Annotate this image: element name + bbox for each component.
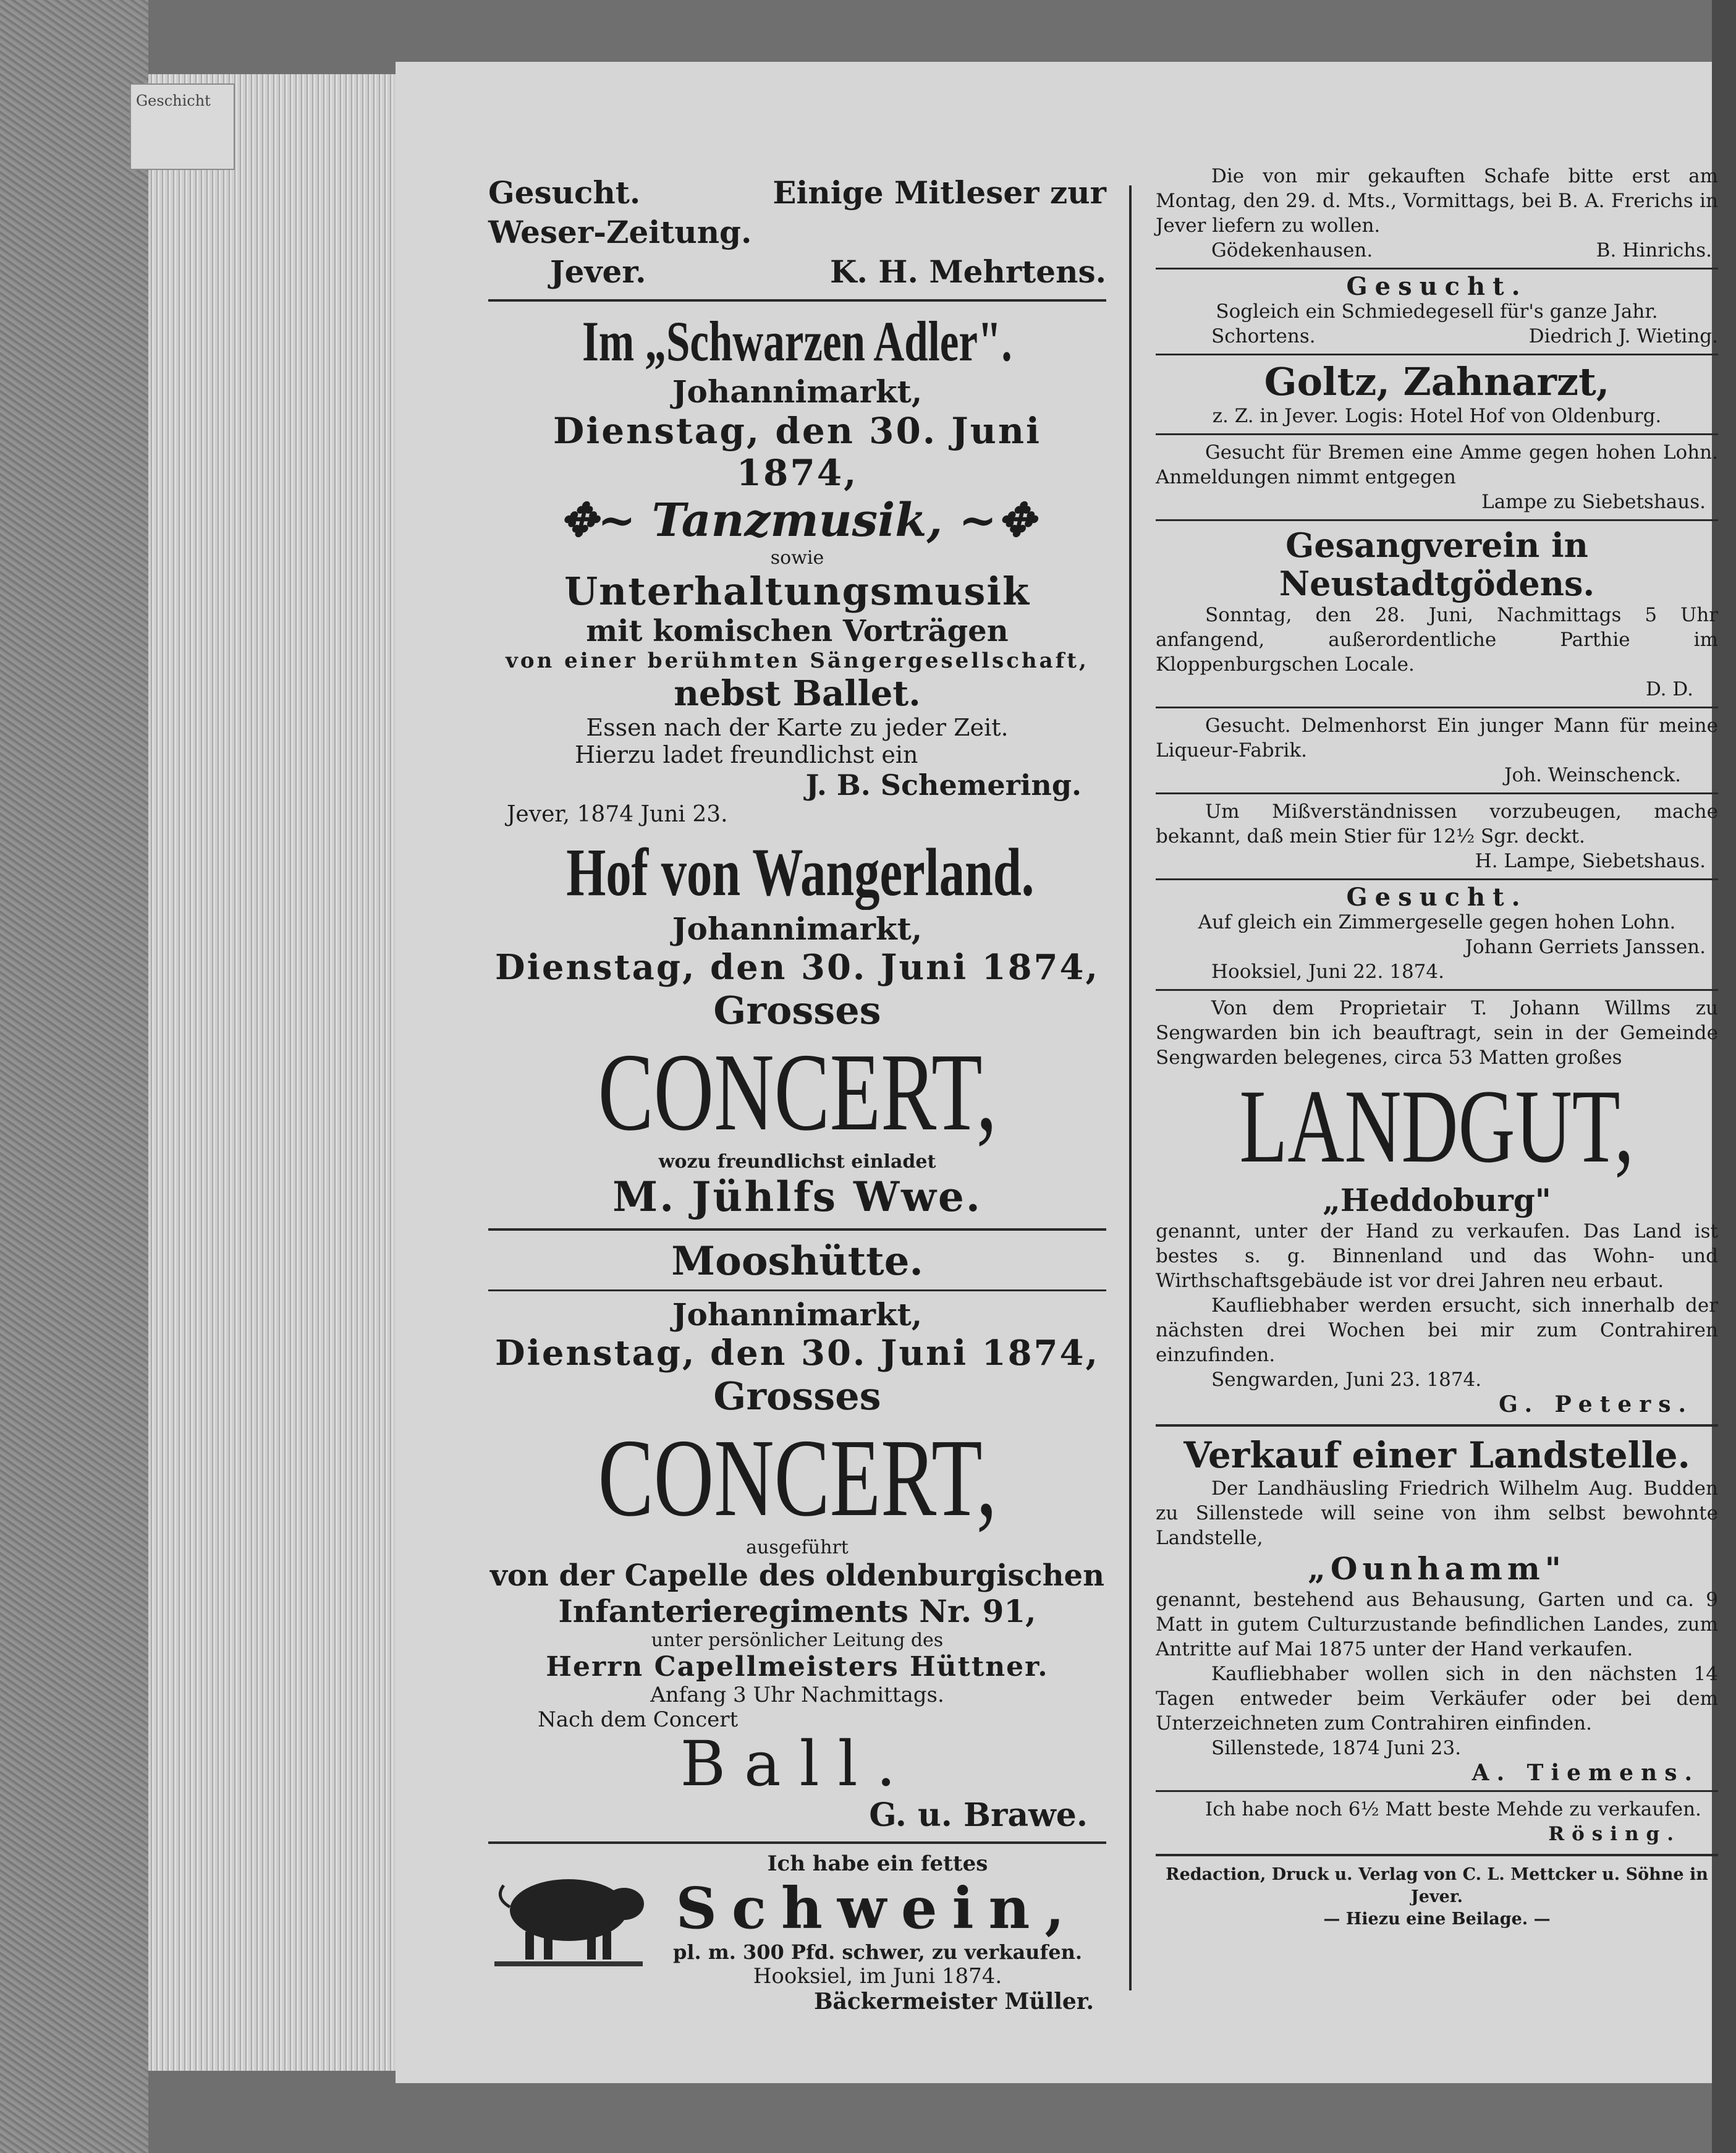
ad-text: Hierzu ladet freundlichst ein bbox=[575, 741, 918, 768]
ad-signature: M. Jühlfs Wwe. bbox=[612, 1173, 982, 1221]
divider bbox=[1156, 433, 1718, 435]
ad-text: Kaufliebhaber werden ersucht, sich innerhalb der nächsten drei Wochen bei mir zum Contrahiren einzufinden. bbox=[1156, 1294, 1718, 1366]
ad-date: Hooksiel, im Juni 1874. bbox=[753, 1964, 1002, 1989]
ad-text: Dienstag, den 30. Juni 1874, bbox=[495, 1333, 1099, 1374]
ad-signature: A. Tiemens. bbox=[1471, 1760, 1700, 1786]
ad-signature: Rösing. bbox=[1548, 1823, 1681, 1845]
ad-text: unter persönlicher Leitung des bbox=[651, 1629, 944, 1651]
ad-title: Im „Schwarzen Adler". bbox=[582, 310, 1012, 373]
ad-text: Einige Mitleser zur bbox=[773, 174, 1106, 211]
ad-signature: K. H. Mehrtens. bbox=[830, 253, 1106, 290]
ad-text: Von dem Proprietair T. Johann Willms zu Sengwarden bin ich beauftragt, sein in der Gemeinde Sengwarden belegenes, circa 53 Matten großes bbox=[1156, 997, 1718, 1069]
ad-text: Gesucht. bbox=[488, 174, 641, 211]
ad-text: Johannimarkt, bbox=[672, 373, 923, 410]
ad-schwarzen-adler bbox=[488, 309, 1106, 827]
divider bbox=[1156, 707, 1718, 708]
ad-text: „Heddoburg" bbox=[1323, 1182, 1551, 1218]
divider bbox=[1156, 354, 1718, 355]
ad-text: Johannimarkt, bbox=[672, 911, 923, 947]
ad-text: Anfang 3 Uhr Nachmittags. bbox=[650, 1683, 944, 1707]
ad-signature: H. Lampe, Siebetshaus. bbox=[1475, 850, 1706, 872]
ad-text: Weser-Zeitung. bbox=[488, 214, 752, 250]
ad-title: Verkauf einer Landstelle. bbox=[1183, 1434, 1690, 1476]
ad-text: Unterhaltungsmusik bbox=[564, 569, 1030, 614]
divider bbox=[1156, 1424, 1718, 1427]
ad-text: ausgeführt bbox=[746, 1537, 849, 1558]
right-column bbox=[1156, 111, 1718, 2052]
ad-text: genannt, unter der Hand zu verkaufen. Das Land ist bestes s. g. Binnenland und das Wohn- und Wirthschaftsgebäude ist vor drei Jahren neu erbaut. bbox=[1156, 1220, 1718, 1292]
ad-text: pl. m. 300 Pfd. schwer, zu verkaufen. bbox=[673, 1940, 1082, 1964]
ad-text: Grosses bbox=[713, 1374, 881, 1419]
flourish-left: ✥~ bbox=[559, 494, 636, 547]
divider bbox=[488, 1289, 1106, 1291]
ad-title: LANDGUT, bbox=[1239, 1068, 1635, 1184]
ad-text: Auf gleich ein Zimmergeselle gegen hohen Lohn. bbox=[1198, 911, 1676, 933]
ad-text: Grosses bbox=[713, 988, 881, 1033]
divider bbox=[1156, 1790, 1718, 1792]
ad-text: Sogleich ein Schmiedegesell für's ganze Jahr. bbox=[1216, 300, 1658, 323]
ad-signature: Bäckermeister Müller. bbox=[814, 1989, 1094, 2015]
ad-text: Dienstag, den 30. Juni 1874, bbox=[553, 410, 1042, 494]
ad-signature: Diedrich J. Wieting. bbox=[1528, 325, 1718, 347]
ad-text: Jever. bbox=[550, 253, 646, 290]
imprint-note: — Hiezu eine Beilage. — bbox=[1323, 1909, 1551, 1929]
ad-text: CONCERT, bbox=[598, 1416, 997, 1539]
ad-text: von einer berühmten Sängergesellschaft, bbox=[506, 648, 1089, 673]
index-tab: Geschicht bbox=[130, 83, 235, 170]
ad-date: Sillenstede, 1874 Juni 23. bbox=[1211, 1737, 1462, 1759]
divider bbox=[1156, 1854, 1718, 1856]
ad-hof-von-wangerland bbox=[488, 833, 1106, 1221]
ad-signature: Lampe zu Siebetshaus. bbox=[1481, 491, 1706, 513]
ad-landgut bbox=[1156, 996, 1718, 1417]
ad-signature: G. Peters. bbox=[1499, 1391, 1693, 1417]
ad-title: Mooshütte. bbox=[671, 1238, 923, 1285]
divider bbox=[1156, 878, 1718, 880]
ad-text: Ball. bbox=[680, 1728, 915, 1800]
ad-text: sowie bbox=[770, 547, 824, 569]
ad-signature: Joh. Weinschenck. bbox=[1504, 764, 1681, 786]
column-divider bbox=[1129, 185, 1132, 1990]
divider bbox=[488, 299, 1106, 302]
divider bbox=[1156, 519, 1718, 521]
divider bbox=[488, 1841, 1106, 1844]
ad-signature: J. B. Schemering. bbox=[805, 768, 1082, 802]
ad-text: Schortens. bbox=[1211, 325, 1316, 347]
pig-illustration bbox=[488, 1851, 649, 1975]
ad-title: Gesucht. bbox=[1346, 272, 1528, 301]
ad-mitleser bbox=[488, 173, 1106, 292]
ad-date: Jever, 1874 Juni 23. bbox=[507, 802, 728, 827]
ad-schmiedegesell bbox=[1156, 274, 1718, 349]
ad-liqueur bbox=[1156, 713, 1718, 788]
ad-stier bbox=[1156, 799, 1718, 873]
ad-zahnarzt bbox=[1156, 360, 1718, 428]
ad-landstelle bbox=[1156, 1434, 1718, 1785]
flourish-right: ~✥ bbox=[959, 494, 1036, 547]
ad-amme bbox=[1156, 440, 1718, 514]
ad-text: mit komischen Vorträgen bbox=[586, 614, 1009, 648]
ad-text: Schwein, bbox=[675, 1875, 1080, 1942]
ad-text: wozu freundlichst einladet bbox=[658, 1151, 936, 1173]
ad-mooshuette bbox=[488, 1238, 1106, 1834]
left-column bbox=[488, 111, 1106, 2040]
divider bbox=[1156, 989, 1718, 991]
page-edges bbox=[148, 74, 396, 2071]
ad-text: Tanzmusik, bbox=[651, 494, 943, 547]
ad-text: Kaufliebhaber wollen sich in den nächsten 14 Tagen entweder beim Verkäufer oder bei dem Unterzeichneten zum Contrahiren einfinden. bbox=[1156, 1663, 1718, 1735]
ad-schafe bbox=[1156, 164, 1718, 263]
ad-text: Um Mißverständnissen vorzubeugen, mache bekannt, daß mein Stier für 12½ Sgr. deckt. bbox=[1156, 800, 1718, 847]
ad-text: CONCERT, bbox=[598, 1030, 997, 1153]
ad-text: Herrn Capellmeisters Hüttner. bbox=[546, 1651, 1049, 1683]
ad-text: genannt, bestehend aus Behausung, Garten und ca. 9 Matt in gutem Culturzustande befindlichen Landes, zum Antritte auf Mai 1875 unter der Hand verkaufen. bbox=[1156, 1589, 1718, 1660]
ad-text: Nach dem Concert bbox=[538, 1707, 739, 1732]
imprint-text: Redaction, Druck u. Verlag von C. L. Mettcker u. Söhne in Jever. bbox=[1166, 1865, 1708, 1906]
ad-text: Ich habe ein fettes bbox=[767, 1851, 988, 1876]
ad-text: z. Z. in Jever. Logis: Hotel Hof von Oldenburg. bbox=[1212, 405, 1662, 427]
ad-title: Hof von Wangerland. bbox=[566, 834, 1035, 910]
ad-date: Hooksiel, Juni 22. 1874. bbox=[1211, 961, 1444, 983]
ad-text: Die von mir gekauften Schafe bitte erst am Montag, den 29. d. Mts., Vormittags, bei B. A. Frerichs in Jever liefern zu wollen. bbox=[1156, 165, 1718, 237]
imprint bbox=[1156, 1864, 1718, 1930]
ad-text: von der Capelle des oldenburgischen bbox=[490, 1558, 1104, 1593]
ad-zimmergeselle bbox=[1156, 885, 1718, 984]
ad-text: Gödekenhausen. bbox=[1211, 239, 1373, 261]
ad-text: Gesucht. Delmenhorst Ein junger Mann für meine Liqueur-Fabrik. bbox=[1156, 715, 1718, 762]
binding-texture bbox=[0, 0, 148, 2153]
ad-text: Johannimarkt, bbox=[672, 1296, 923, 1333]
ad-title: Gesangverein in Neustadtgödens. bbox=[1279, 525, 1595, 603]
ad-text: Ich habe noch 6½ Matt beste Mehde zu verkaufen. bbox=[1205, 1798, 1701, 1820]
ad-title: Gesucht. bbox=[1346, 883, 1528, 912]
ad-text: Gesucht für Bremen eine Amme gegen hohen Lohn. Anmeldungen nimmt entgegen bbox=[1156, 441, 1718, 488]
ad-signature: Johann Gerriets Janssen. bbox=[1465, 936, 1706, 958]
ad-text: Infanterieregiments Nr. 91, bbox=[558, 1593, 1036, 1629]
ad-title: Goltz, Zahnarzt, bbox=[1264, 359, 1610, 404]
ad-text: Sonntag, den 28. Juni, Nachmittags 5 Uhr anfangend, außerordentliche Parthie im Kloppenburgschen Locale. bbox=[1156, 604, 1718, 676]
ad-schwein bbox=[488, 1851, 1106, 2015]
ad-gesangverein bbox=[1156, 526, 1718, 702]
ad-signature: G. u. Brawe. bbox=[869, 1796, 1088, 1834]
ad-text: Der Landhäusling Friedrich Wilhelm Aug. Budden zu Sillenstede will seine von ihm selbst bewohnte Landstelle, bbox=[1156, 1477, 1718, 1549]
ad-text: „Ounhamm" bbox=[1308, 1550, 1566, 1587]
ad-text: Essen nach der Karte zu jeder Zeit. bbox=[586, 714, 1009, 741]
divider bbox=[1156, 792, 1718, 794]
ad-signature: B. Hinrichs. bbox=[1596, 239, 1712, 261]
ad-text: Dienstag, den 30. Juni 1874, bbox=[495, 947, 1099, 988]
ad-mehde bbox=[1156, 1797, 1718, 1846]
divider bbox=[488, 1228, 1106, 1231]
ad-text: nebst Ballet. bbox=[674, 673, 921, 714]
divider bbox=[1156, 268, 1718, 270]
ad-signature: D. D. bbox=[1645, 678, 1693, 700]
ad-date: Sengwarden, Juni 23. 1874. bbox=[1211, 1369, 1482, 1391]
